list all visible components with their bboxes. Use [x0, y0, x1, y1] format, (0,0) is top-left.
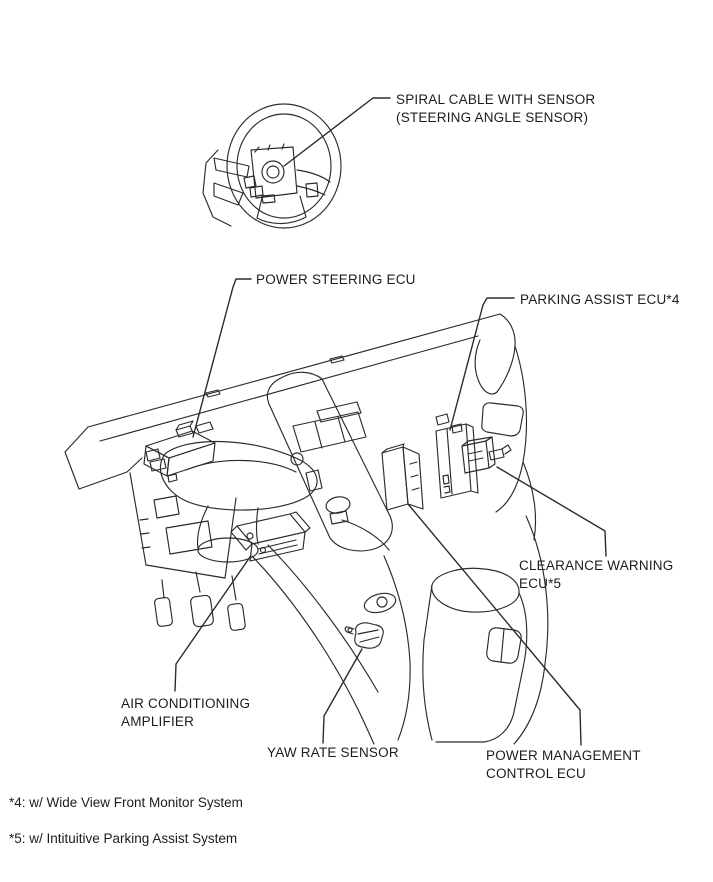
footnote-5: *5: w/ Intituitive Parking Assist System: [9, 831, 238, 846]
parking-assist-ecu-part: [436, 414, 478, 498]
label-spiral-cable: [396, 91, 595, 127]
leader-ac-amplifier: [175, 557, 250, 691]
power-management-ecu-part: [382, 444, 423, 510]
label-spiral-cable-line2: (STEERING ANGLE SENSOR): [396, 110, 589, 125]
label-power-management-control-ecu-line2: CONTROL ECU: [486, 766, 586, 781]
label-parking-assist-ecu: [520, 291, 680, 309]
footnote-4: *4: w/ Wide View Front Monitor System: [9, 795, 243, 810]
dashboard-drawing: [65, 314, 548, 744]
leader-yaw-rate-sensor: [323, 649, 362, 743]
leader-lines: [175, 98, 606, 745]
steering-wheel-drawing: [203, 104, 341, 228]
label-parking-assist-ecu-line1: PARKING ASSIST ECU*4: [520, 292, 680, 307]
label-clearance-warning-ecu-line2: ECU*5: [519, 576, 562, 591]
ac-amplifier-part: [231, 512, 310, 561]
label-power-steering-ecu-line1: POWER STEERING ECU: [256, 272, 416, 287]
label-air-conditioning-amplifier-line1: AIR CONDITIONING: [121, 696, 251, 711]
power-steering-ecu-part: [144, 421, 215, 482]
label-power-management-control-ecu: [486, 747, 641, 783]
label-spiral-cable-line1: SPIRAL CABLE WITH SENSOR: [396, 92, 596, 107]
leader-clearance-warning-ecu: [497, 467, 606, 556]
label-clearance-warning-ecu: [519, 557, 673, 593]
label-yaw-rate-sensor-line1: YAW RATE SENSOR: [267, 745, 399, 760]
label-air-conditioning-amplifier-line2: AMPLIFIER: [121, 714, 195, 729]
label-power-steering-ecu: [256, 271, 416, 289]
leader-spiral-cable: [284, 98, 390, 166]
label-yaw-rate-sensor: [267, 744, 399, 762]
label-clearance-warning-ecu-line1: CLEARANCE WARNING: [519, 558, 674, 573]
label-air-conditioning-amplifier: [121, 695, 250, 731]
label-power-management-control-ecu-line1: POWER MANAGEMENT: [486, 748, 641, 763]
yaw-rate-sensor-part: [345, 623, 383, 648]
leader-power-management-ecu: [408, 504, 581, 745]
